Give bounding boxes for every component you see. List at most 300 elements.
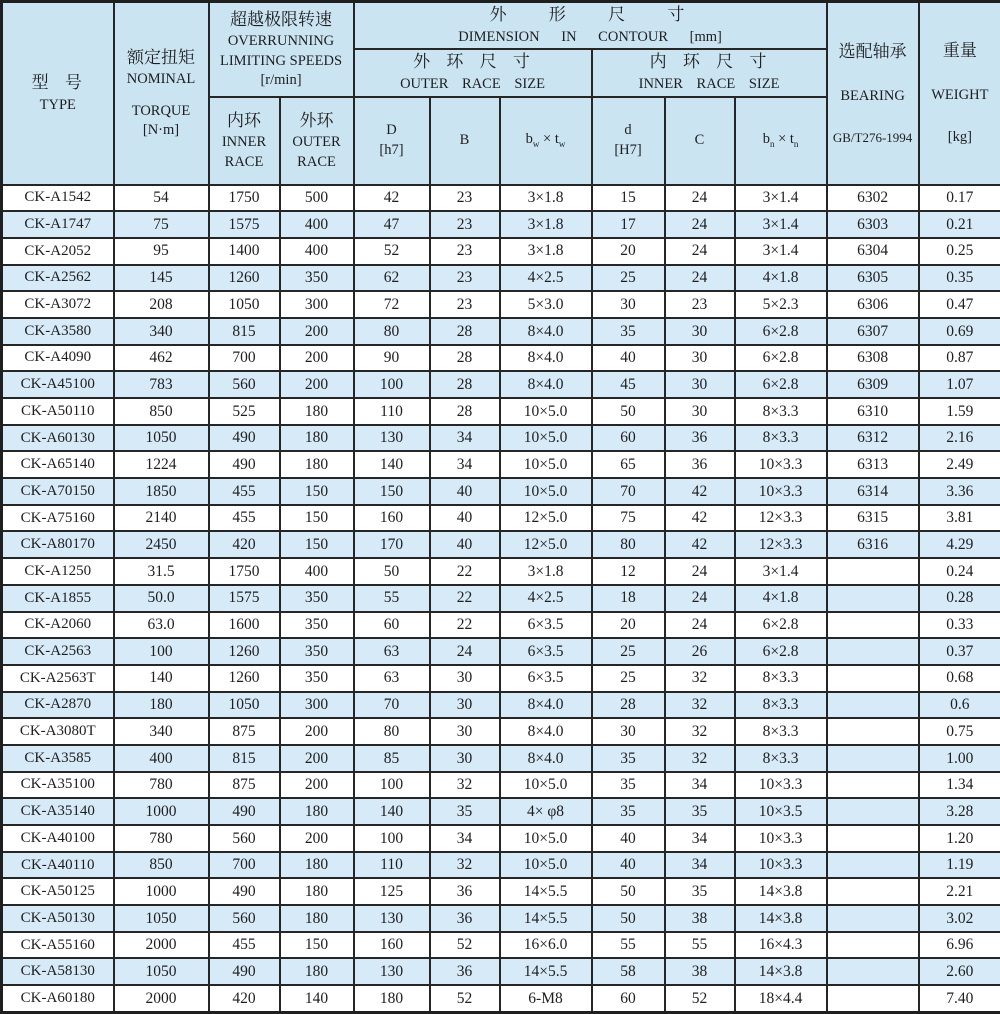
speeds-label-zh: 超越极限转速 — [210, 8, 353, 33]
col-header-type — [2, 2, 114, 185]
cell-dim-C: 35 — [665, 798, 735, 825]
col-group-dimension — [354, 2, 827, 49]
cell-weight: 0.37 — [919, 638, 1000, 665]
cell-dim-bn-tn: 5×2.3 — [735, 291, 827, 318]
cell-torque: 31.5 — [114, 558, 209, 585]
cell-dim-D: 100 — [354, 371, 430, 398]
cell-bearing: 6315 — [827, 505, 919, 532]
cell-speed-inner: 1575 — [209, 211, 280, 238]
cell-dim-d: 35 — [592, 772, 665, 799]
cell-bearing — [827, 772, 919, 799]
cell-dim-B: 23 — [430, 238, 500, 265]
cell-speed-inner: 1260 — [209, 265, 280, 292]
table-row — [2, 238, 1000, 265]
cell-dim-D: 160 — [354, 932, 430, 959]
cell-dim-C: 30 — [665, 371, 735, 398]
cell-weight: 1.07 — [919, 371, 1000, 398]
cell-torque: 783 — [114, 371, 209, 398]
cell-dim-bw-tw: 8×4.0 — [500, 345, 592, 372]
cell-dim-d: 15 — [592, 185, 665, 212]
weight-label-zh: 重量 — [920, 39, 1000, 64]
cell-dim-bw-tw: 10×5.0 — [500, 772, 592, 799]
cell-speed-outer: 180 — [280, 958, 354, 985]
cell-dim-bn-tn: 8×3.3 — [735, 718, 827, 745]
col-header-speed-outer: 外环 OUTER RACE — [280, 97, 354, 185]
torque-label-en1: NOMINAL — [115, 70, 208, 90]
cell-bearing — [827, 985, 919, 1012]
col-header-D: D [h7] — [354, 97, 430, 185]
cell-speed-inner: 455 — [209, 478, 280, 505]
table-row — [2, 185, 1000, 212]
cell-dim-D: 70 — [354, 692, 430, 719]
cell-bearing — [827, 798, 919, 825]
cell-speed-inner: 525 — [209, 398, 280, 425]
cell-dim-D: 125 — [354, 878, 430, 905]
cell-dim-bw-tw: 8×4.0 — [500, 318, 592, 345]
cell-dim-B: 34 — [430, 825, 500, 852]
cell-bearing: 6302 — [827, 185, 919, 212]
cell-dim-C: 42 — [665, 531, 735, 558]
cell-dim-B: 34 — [430, 451, 500, 478]
cell-bearing — [827, 905, 919, 932]
inner-race-size-zh: 内 环 尺 寸 — [593, 50, 826, 75]
cell-dim-d: 18 — [592, 585, 665, 612]
cell-dim-bw-tw: 8×4.0 — [500, 371, 592, 398]
cell-weight: 0.33 — [919, 612, 1000, 639]
table-row — [2, 398, 1000, 425]
cell-dim-D: 100 — [354, 772, 430, 799]
col-header-bw-tw: $b_w \times t_w$ — [500, 97, 592, 185]
cell-dim-C: 24 — [665, 211, 735, 238]
cell-dim-bw-tw: 6-M8 — [500, 985, 592, 1012]
cell-type: CK-A4090 — [2, 345, 114, 372]
cell-dim-C: 24 — [665, 585, 735, 612]
cell-dim-D: 100 — [354, 825, 430, 852]
cell-speed-inner: 560 — [209, 371, 280, 398]
cell-dim-B: 35 — [430, 798, 500, 825]
cell-dim-bn-tn: 8×3.3 — [735, 745, 827, 772]
cell-type: CK-A60180 — [2, 985, 114, 1012]
cell-dim-bw-tw: 4×2.5 — [500, 585, 592, 612]
cell-dim-C: 24 — [665, 185, 735, 212]
cell-speed-outer: 150 — [280, 505, 354, 532]
cell-dim-C: 26 — [665, 638, 735, 665]
col-header-bn-tn: $b_n \times t_n$ — [735, 97, 827, 185]
table-row — [2, 531, 1000, 558]
cell-dim-C: 32 — [665, 665, 735, 692]
cell-dim-D: 180 — [354, 985, 430, 1012]
table-row — [2, 878, 1000, 905]
cell-speed-inner: 700 — [209, 852, 280, 879]
cell-dim-D: 55 — [354, 585, 430, 612]
cell-dim-B: 22 — [430, 585, 500, 612]
cell-dim-C: 32 — [665, 692, 735, 719]
cell-dim-bw-tw: 10×5.0 — [500, 852, 592, 879]
cell-dim-C: 34 — [665, 772, 735, 799]
cell-dim-C: 32 — [665, 718, 735, 745]
cell-dim-bn-tn: 10×3.3 — [735, 478, 827, 505]
table-row — [2, 772, 1000, 799]
cell-weight: 1.00 — [919, 745, 1000, 772]
table-row — [2, 852, 1000, 879]
cell-dim-C: 42 — [665, 505, 735, 532]
cell-dim-bw-tw: 8×4.0 — [500, 745, 592, 772]
cell-bearing: 6314 — [827, 478, 919, 505]
table-row — [2, 718, 1000, 745]
cell-dim-B: 28 — [430, 371, 500, 398]
cell-dim-C: 34 — [665, 852, 735, 879]
cell-type: CK-A70150 — [2, 478, 114, 505]
cell-bearing: 6306 — [827, 291, 919, 318]
cell-dim-bn-tn: 8×3.3 — [735, 665, 827, 692]
cell-torque: 850 — [114, 398, 209, 425]
cell-speed-inner: 1260 — [209, 638, 280, 665]
cell-dim-bw-tw: 4× φ8 — [500, 798, 592, 825]
cell-dim-d: 40 — [592, 852, 665, 879]
table-row — [2, 665, 1000, 692]
cell-dim-d: 25 — [592, 265, 665, 292]
cell-speed-outer: 350 — [280, 612, 354, 639]
cell-weight: 3.81 — [919, 505, 1000, 532]
cell-dim-bn-tn: 4×1.8 — [735, 585, 827, 612]
cell-type: CK-A3585 — [2, 745, 114, 772]
cell-weight: 0.6 — [919, 692, 1000, 719]
cell-weight: 1.59 — [919, 398, 1000, 425]
cell-dim-C: 38 — [665, 958, 735, 985]
cell-torque: 2140 — [114, 505, 209, 532]
cell-dim-B: 32 — [430, 852, 500, 879]
cell-dim-d: 12 — [592, 558, 665, 585]
cell-dim-D: 80 — [354, 718, 430, 745]
bearing-label-en: BEARING — [828, 87, 918, 107]
cell-dim-bn-tn: 6×2.8 — [735, 345, 827, 372]
cell-weight: 1.34 — [919, 772, 1000, 799]
cell-dim-C: 52 — [665, 985, 735, 1012]
cell-torque: 140 — [114, 665, 209, 692]
table-row — [2, 932, 1000, 959]
cell-weight: 3.02 — [919, 905, 1000, 932]
cell-dim-bw-tw: 6×3.5 — [500, 638, 592, 665]
cell-weight: 0.21 — [919, 211, 1000, 238]
speeds-label-en2: LIMITING SPEEDS — [210, 52, 353, 72]
cell-dim-D: 52 — [354, 238, 430, 265]
cell-type: CK-A80170 — [2, 531, 114, 558]
cell-speed-outer: 180 — [280, 905, 354, 932]
cell-torque: 95 — [114, 238, 209, 265]
cell-type: CK-A75160 — [2, 505, 114, 532]
cell-speed-inner: 490 — [209, 878, 280, 905]
cell-type: CK-A2563T — [2, 665, 114, 692]
cell-type: CK-A50110 — [2, 398, 114, 425]
cell-dim-bn-tn: 3×1.4 — [735, 238, 827, 265]
cell-dim-bw-tw: 12×5.0 — [500, 505, 592, 532]
cell-dim-D: 63 — [354, 665, 430, 692]
cell-weight: 0.87 — [919, 345, 1000, 372]
col-group-outer-race-size — [354, 49, 592, 97]
cell-dim-bn-tn: 6×2.8 — [735, 612, 827, 639]
cell-dim-bw-tw: 16×6.0 — [500, 932, 592, 959]
cell-speed-outer: 150 — [280, 932, 354, 959]
cell-weight: 2.49 — [919, 451, 1000, 478]
table-row — [2, 958, 1000, 985]
cell-bearing — [827, 852, 919, 879]
cell-type: CK-A1747 — [2, 211, 114, 238]
cell-weight: 7.40 — [919, 985, 1000, 1012]
cell-torque: 208 — [114, 291, 209, 318]
cell-torque: 100 — [114, 638, 209, 665]
cell-speed-outer: 300 — [280, 692, 354, 719]
cell-dim-D: 150 — [354, 478, 430, 505]
cell-type: CK-A60130 — [2, 425, 114, 452]
cell-dim-B: 23 — [430, 265, 500, 292]
cell-dim-bn-tn: 10×3.5 — [735, 798, 827, 825]
cell-dim-B: 52 — [430, 985, 500, 1012]
cell-dim-D: 47 — [354, 211, 430, 238]
torque-unit: [N·m] — [115, 121, 208, 141]
cell-dim-d: 45 — [592, 371, 665, 398]
speeds-unit: [r/min] — [210, 71, 353, 91]
cell-torque: 54 — [114, 185, 209, 212]
cell-speed-outer: 180 — [280, 852, 354, 879]
cell-dim-d: 25 — [592, 665, 665, 692]
cell-dim-bw-tw: 3×1.8 — [500, 238, 592, 265]
cell-dim-B: 30 — [430, 692, 500, 719]
cell-dim-d: 30 — [592, 718, 665, 745]
cell-bearing — [827, 558, 919, 585]
cell-bearing: 6307 — [827, 318, 919, 345]
cell-type: CK-A35100 — [2, 772, 114, 799]
cell-torque: 1000 — [114, 878, 209, 905]
cell-speed-outer: 180 — [280, 878, 354, 905]
table-row — [2, 318, 1000, 345]
cell-speed-outer: 400 — [280, 238, 354, 265]
cell-dim-D: 85 — [354, 745, 430, 772]
cell-dim-C: 35 — [665, 878, 735, 905]
cell-dim-bw-tw: 6×3.5 — [500, 665, 592, 692]
cell-speed-inner: 560 — [209, 905, 280, 932]
cell-dim-B: 30 — [430, 718, 500, 745]
cell-dim-D: 50 — [354, 558, 430, 585]
cell-bearing — [827, 958, 919, 985]
cell-dim-d: 50 — [592, 398, 665, 425]
cell-dim-bn-tn: 10×3.3 — [735, 852, 827, 879]
table-row — [2, 478, 1000, 505]
cell-type: CK-A2052 — [2, 238, 114, 265]
cell-type: CK-A2060 — [2, 612, 114, 639]
cell-bearing — [827, 745, 919, 772]
cell-dim-d: 70 — [592, 478, 665, 505]
cell-dim-d: 35 — [592, 745, 665, 772]
cell-weight: 2.16 — [919, 425, 1000, 452]
cell-dim-d: 60 — [592, 985, 665, 1012]
cell-dim-B: 36 — [430, 905, 500, 932]
cell-type: CK-A3072 — [2, 291, 114, 318]
table-row — [2, 265, 1000, 292]
cell-speed-inner: 1575 — [209, 585, 280, 612]
cell-dim-bn-tn: 6×2.8 — [735, 371, 827, 398]
cell-weight: 2.21 — [919, 878, 1000, 905]
cell-bearing: 6310 — [827, 398, 919, 425]
cell-torque: 1050 — [114, 425, 209, 452]
cell-dim-D: 42 — [354, 185, 430, 212]
cell-speed-inner: 1400 — [209, 238, 280, 265]
cell-dim-B: 28 — [430, 318, 500, 345]
cell-type: CK-A65140 — [2, 451, 114, 478]
cell-torque: 2000 — [114, 985, 209, 1012]
table-row — [2, 905, 1000, 932]
col-group-speeds — [209, 2, 354, 97]
cell-dim-bw-tw: 14×5.5 — [500, 958, 592, 985]
cell-speed-outer: 300 — [280, 291, 354, 318]
cell-speed-inner: 490 — [209, 425, 280, 452]
cell-weight: 3.36 — [919, 478, 1000, 505]
cell-speed-outer: 200 — [280, 772, 354, 799]
cell-dim-C: 24 — [665, 612, 735, 639]
cell-dim-bw-tw: 14×5.5 — [500, 905, 592, 932]
cell-speed-inner: 875 — [209, 772, 280, 799]
cell-dim-B: 40 — [430, 478, 500, 505]
cell-speed-inner: 560 — [209, 825, 280, 852]
torque-label-en2: TORQUE — [115, 102, 208, 122]
cell-torque: 2000 — [114, 932, 209, 959]
type-label-zh: 型 号 — [3, 71, 113, 96]
cell-bearing: 6309 — [827, 371, 919, 398]
cell-speed-inner: 875 — [209, 718, 280, 745]
cell-bearing — [827, 692, 919, 719]
col-header-B: B — [430, 97, 500, 185]
cell-dim-B: 22 — [430, 612, 500, 639]
cell-torque: 1850 — [114, 478, 209, 505]
cell-torque: 180 — [114, 692, 209, 719]
cell-dim-d: 20 — [592, 238, 665, 265]
cell-weight: 1.20 — [919, 825, 1000, 852]
cell-dim-B: 34 — [430, 425, 500, 452]
cell-dim-C: 24 — [665, 265, 735, 292]
cell-speed-outer: 200 — [280, 318, 354, 345]
cell-dim-D: 160 — [354, 505, 430, 532]
col-header-torque — [114, 2, 209, 185]
cell-speed-inner: 1600 — [209, 612, 280, 639]
cell-dim-bn-tn: 12×3.3 — [735, 505, 827, 532]
cell-type: CK-A50130 — [2, 905, 114, 932]
cell-bearing: 6316 — [827, 531, 919, 558]
cell-speed-outer: 180 — [280, 798, 354, 825]
table-row — [2, 692, 1000, 719]
type-label-en: TYPE — [3, 96, 113, 116]
bearing-standard: GB/T276-1994 — [828, 129, 918, 147]
cell-dim-C: 24 — [665, 238, 735, 265]
cell-speed-outer: 400 — [280, 558, 354, 585]
cell-torque: 1000 — [114, 798, 209, 825]
cell-dim-D: 140 — [354, 798, 430, 825]
cell-weight: 0.17 — [919, 185, 1000, 212]
cell-speed-inner: 1050 — [209, 291, 280, 318]
cell-weight: 2.60 — [919, 958, 1000, 985]
cell-weight: 3.28 — [919, 798, 1000, 825]
cell-dim-d: 50 — [592, 905, 665, 932]
cell-dim-bn-tn: 4×1.8 — [735, 265, 827, 292]
cell-dim-bn-tn: 10×3.3 — [735, 772, 827, 799]
cell-dim-bn-tn: 8×3.3 — [735, 692, 827, 719]
cell-torque: 400 — [114, 745, 209, 772]
cell-speed-outer: 350 — [280, 665, 354, 692]
cell-torque: 462 — [114, 345, 209, 372]
dimension-label-zh: 外 形 尺 寸 — [355, 3, 826, 28]
cell-dim-B: 30 — [430, 745, 500, 772]
cell-dim-bn-tn: 6×2.8 — [735, 638, 827, 665]
cell-dim-d: 60 — [592, 425, 665, 452]
cell-dim-d: 50 — [592, 878, 665, 905]
cell-dim-bw-tw: 10×5.0 — [500, 451, 592, 478]
cell-dim-d: 35 — [592, 318, 665, 345]
cell-dim-bw-tw: 4×2.5 — [500, 265, 592, 292]
cell-type: CK-A1855 — [2, 585, 114, 612]
cell-dim-d: 35 — [592, 798, 665, 825]
table-row — [2, 585, 1000, 612]
cell-dim-bn-tn: 10×3.3 — [735, 825, 827, 852]
cell-dim-D: 130 — [354, 425, 430, 452]
cell-speed-outer: 140 — [280, 985, 354, 1012]
cell-dim-B: 23 — [430, 291, 500, 318]
cell-dim-B: 40 — [430, 505, 500, 532]
cell-speed-outer: 200 — [280, 718, 354, 745]
cell-bearing — [827, 718, 919, 745]
cell-dim-B: 36 — [430, 878, 500, 905]
bearing-label-zh: 选配轴承 — [828, 40, 918, 65]
table-row — [2, 612, 1000, 639]
cell-type: CK-A40100 — [2, 825, 114, 852]
cell-dim-bn-tn: 14×3.8 — [735, 905, 827, 932]
table-row — [2, 638, 1000, 665]
cell-dim-d: 30 — [592, 291, 665, 318]
cell-bearing: 6313 — [827, 451, 919, 478]
cell-dim-C: 36 — [665, 425, 735, 452]
cell-weight: 6.96 — [919, 932, 1000, 959]
cell-dim-C: 30 — [665, 345, 735, 372]
cell-dim-B: 22 — [430, 558, 500, 585]
cell-weight: 4.29 — [919, 531, 1000, 558]
cell-type: CK-A3080T — [2, 718, 114, 745]
weight-label-en: WEIGHT — [920, 86, 1000, 106]
table-row — [2, 798, 1000, 825]
cell-torque: 340 — [114, 318, 209, 345]
cell-dim-bn-tn: 18×4.4 — [735, 985, 827, 1012]
cell-speed-inner: 490 — [209, 451, 280, 478]
cell-weight: 0.25 — [919, 238, 1000, 265]
cell-bearing — [827, 638, 919, 665]
cell-torque: 1050 — [114, 905, 209, 932]
cell-dim-d: 20 — [592, 612, 665, 639]
cell-speed-inner: 1750 — [209, 558, 280, 585]
torque-label-zh: 额定扭矩 — [115, 46, 208, 71]
weight-unit: [kg] — [920, 128, 1000, 148]
cell-dim-B: 30 — [430, 665, 500, 692]
cell-type: CK-A2870 — [2, 692, 114, 719]
cell-dim-D: 130 — [354, 958, 430, 985]
cell-speed-inner: 1750 — [209, 185, 280, 212]
cell-speed-inner: 455 — [209, 505, 280, 532]
cell-dim-d: 28 — [592, 692, 665, 719]
col-header-weight — [919, 2, 1000, 185]
cell-dim-B: 52 — [430, 932, 500, 959]
cell-dim-bw-tw: 3×1.8 — [500, 185, 592, 212]
cell-dim-bw-tw: 10×5.0 — [500, 478, 592, 505]
cell-dim-bw-tw: 3×1.8 — [500, 558, 592, 585]
cell-dim-d: 75 — [592, 505, 665, 532]
cell-dim-D: 130 — [354, 905, 430, 932]
cell-bearing — [827, 585, 919, 612]
table-row — [2, 558, 1000, 585]
